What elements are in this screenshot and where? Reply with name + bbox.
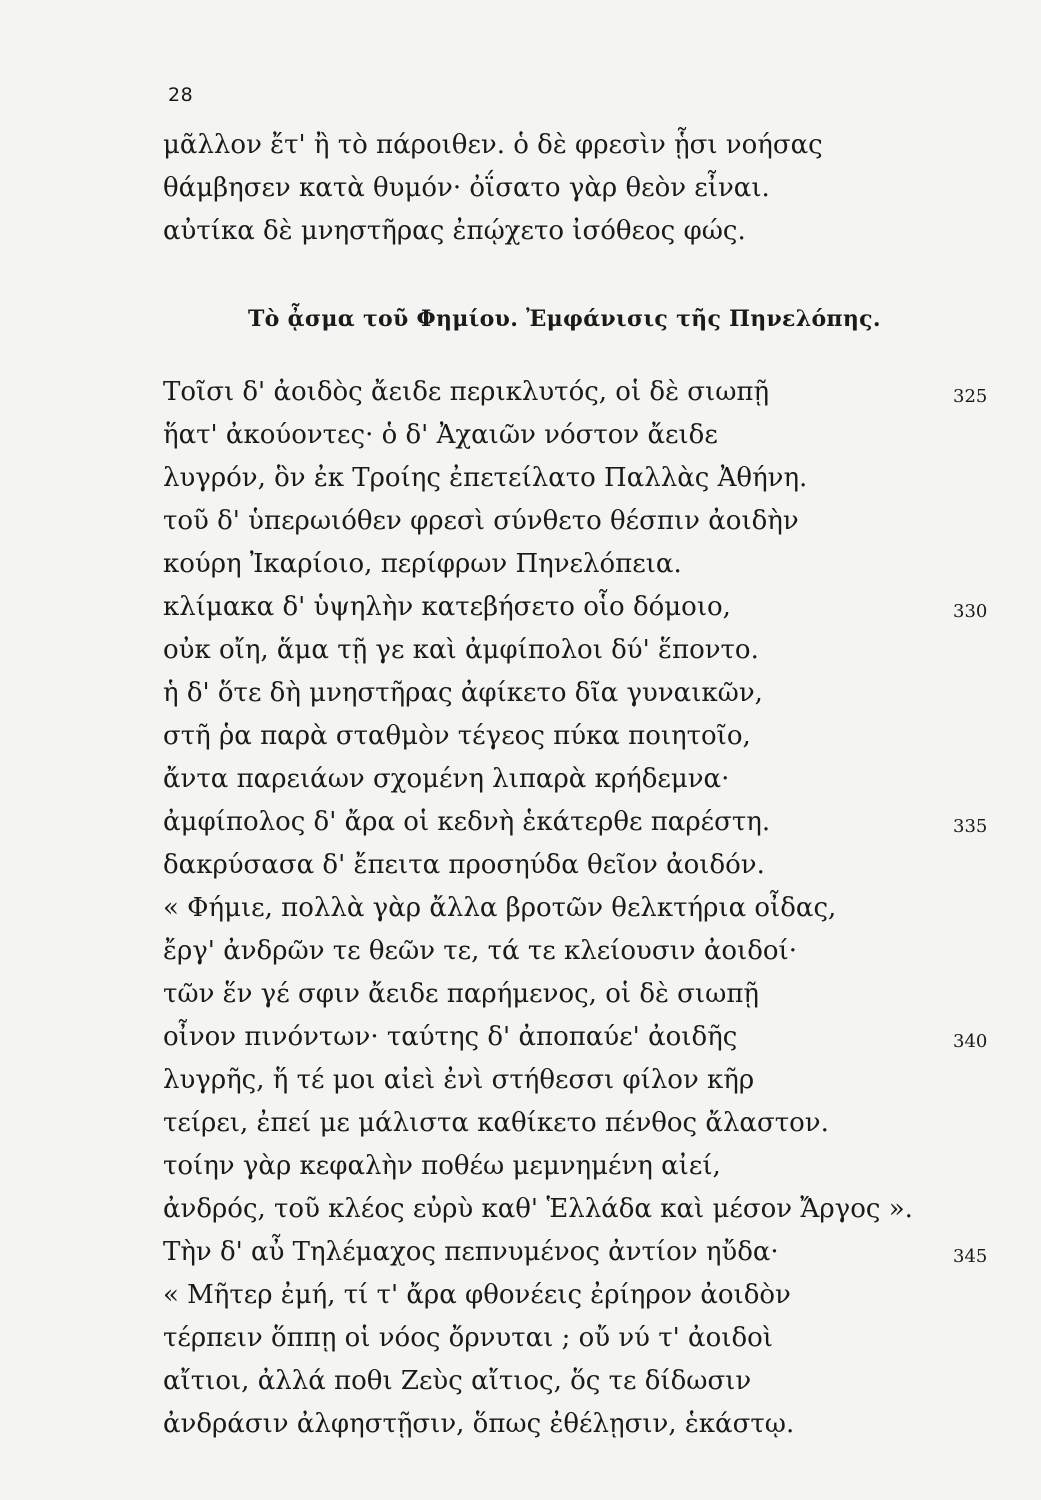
- verse-number: 330: [953, 601, 988, 622]
- verse-line: [163, 844, 963, 887]
- verse-text: αἴτιοι, ἀλλά ποθι Ζεὺς αἴτιος, ὅς τε δίδωσιν: [163, 1366, 752, 1396]
- verse-text: ἀνδράσιν ἀλφηστῇσιν, ὅπως ἐθέλῃσιν, ἑκάστῳ.: [163, 1409, 795, 1439]
- verse-line: [163, 457, 963, 500]
- verse-number: 345: [953, 1246, 988, 1267]
- verse-line: [163, 1317, 963, 1360]
- intro-line: αὐτίκα δὲ μνηστῆρας ἐπῴχετο ἰσόθεος φώς.: [163, 216, 746, 246]
- intro-line: μᾶλλον ἔτ' ἢ τὸ πάροιθεν. ὁ δὲ φρεσὶν ᾗσι νοήσας: [163, 130, 823, 160]
- verse-line: [163, 586, 988, 629]
- verse-text: κούρη Ἰκαρίοιο, περίφρων Πηνελόπεια.: [163, 549, 682, 579]
- verse-line: [163, 1360, 963, 1403]
- verse-line: [163, 414, 963, 457]
- intro-line: θάμβησεν κατὰ θυμόν· ὀΐσατο γὰρ θεὸν εἶναι.: [163, 173, 770, 203]
- verse-line: [163, 973, 963, 1016]
- verse-text: Τοῖσι δ' ἀοιδὸς ἄειδε περικλυτός, οἱ δὲ σιωπῇ: [163, 377, 770, 407]
- verse-text: Τὴν δ' αὖ Τηλέμαχος πεπνυμένος ἀντίον ηὔδα·: [163, 1237, 779, 1267]
- intro-passage: [163, 124, 963, 253]
- verse-text: τῶν ἕν γέ σφιν ἄειδε παρήμενος, οἱ δὲ σιωπῇ: [163, 979, 759, 1009]
- verse-line: [163, 1403, 963, 1446]
- verse-text: τοίην γὰρ κεφαλὴν ποθέω μεμνημένη αἰεί,: [163, 1151, 721, 1181]
- verse-line: [163, 1188, 963, 1231]
- verse-text: οὐκ οἴη, ἅμα τῇ γε καὶ ἀμφίπολοι δύ' ἕποντο.: [163, 635, 759, 665]
- verse-line: [163, 758, 963, 801]
- verse-text: ἄντα παρειάων σχομένη λιπαρὰ κρήδεμνα·: [163, 764, 730, 794]
- verse-text: οἶνον πινόντων· ταύτης δ' ἀποπαύε' ἀοιδῆς: [163, 1022, 738, 1052]
- verse-text: κλίμακα δ' ὑψηλὴν κατεβήσετο οἷο δόμοιο,: [163, 592, 731, 622]
- verse-line: [163, 371, 988, 414]
- page-number: 28: [168, 84, 194, 106]
- verse-line: [163, 543, 963, 586]
- verse-text: ἔργ' ἀνδρῶν τε θεῶν τε, τά τε κλείουσιν ἀοιδοί·: [163, 936, 798, 966]
- verse-line: [163, 672, 963, 715]
- verse-line: [163, 930, 963, 973]
- verse-text: τοῦ δ' ὑπερωιόθεν φρεσὶ σύνθετο θέσπιν ἀοιδὴν: [163, 506, 799, 536]
- verse-text: τέρπειν ὅππῃ οἱ νόος ὄρνυται ; οὔ νύ τ' ἀοιδοὶ: [163, 1323, 773, 1353]
- verse-line: [163, 801, 988, 844]
- section-heading: Τὸ ᾆσμα τοῦ Φημίου. Ἐμφάνισις τῆς Πηνελόπης.: [248, 306, 881, 332]
- verse-text: λυγρόν, ὃν ἐκ Τροίης ἐπετείλατο Παλλὰς Ἀθήνη.: [163, 463, 808, 493]
- verse-text: στῆ ῥα παρὰ σταθμὸν τέγεος πύκα ποιητοῖο,: [163, 721, 751, 751]
- verse-line: [163, 1145, 963, 1188]
- verse-line: [163, 500, 963, 543]
- verse-number: 325: [953, 386, 988, 407]
- verse-line: [163, 629, 963, 672]
- verse-line: [163, 715, 963, 758]
- verse-line: [163, 1231, 988, 1274]
- verse-text: τείρει, ἐπεί με μάλιστα καθίκετο πένθος ἄλαστον.: [163, 1108, 829, 1138]
- verse-line: [163, 1059, 963, 1102]
- verse-line: [163, 887, 963, 930]
- verse-text: ἀμφίπολος δ' ἄρα οἱ κεδνὴ ἑκάτερθε παρέστη.: [163, 807, 771, 837]
- verse-line: [163, 1274, 963, 1317]
- verse-text: « Φήμιε, πολλὰ γὰρ ἄλλα βροτῶν θελκτήρια οἶδας,: [163, 893, 837, 923]
- verse-text: ἀνδρός, τοῦ κλέος εὐρὺ καθ' Ἑλλάδα καὶ μέσον Ἄργος ».: [163, 1194, 913, 1224]
- verse-text: ἡ δ' ὅτε δὴ μνηστῆρας ἀφίκετο δῖα γυναικῶν,: [163, 678, 763, 708]
- verse-text: « Μῆτερ ἐμή, τί τ' ἄρα φθονέεις ἐρίηρον ἀοιδὸν: [163, 1280, 791, 1310]
- verse-block: [163, 371, 988, 1446]
- verse-number: 335: [953, 816, 988, 837]
- verse-line: [163, 1102, 963, 1145]
- verse-text: λυγρῆς, ἥ τέ μοι αἰεὶ ἐνὶ στήθεσσι φίλον κῆρ: [163, 1065, 755, 1095]
- verse-text: ἥατ' ἀκούοντες· ὁ δ' Ἀχαιῶν νόστον ἄειδε: [163, 420, 718, 450]
- verse-text: δακρύσασα δ' ἔπειτα προσηύδα θεῖον ἀοιδόν.: [163, 850, 765, 880]
- verse-line: [163, 1016, 988, 1059]
- verse-number: 340: [953, 1031, 988, 1052]
